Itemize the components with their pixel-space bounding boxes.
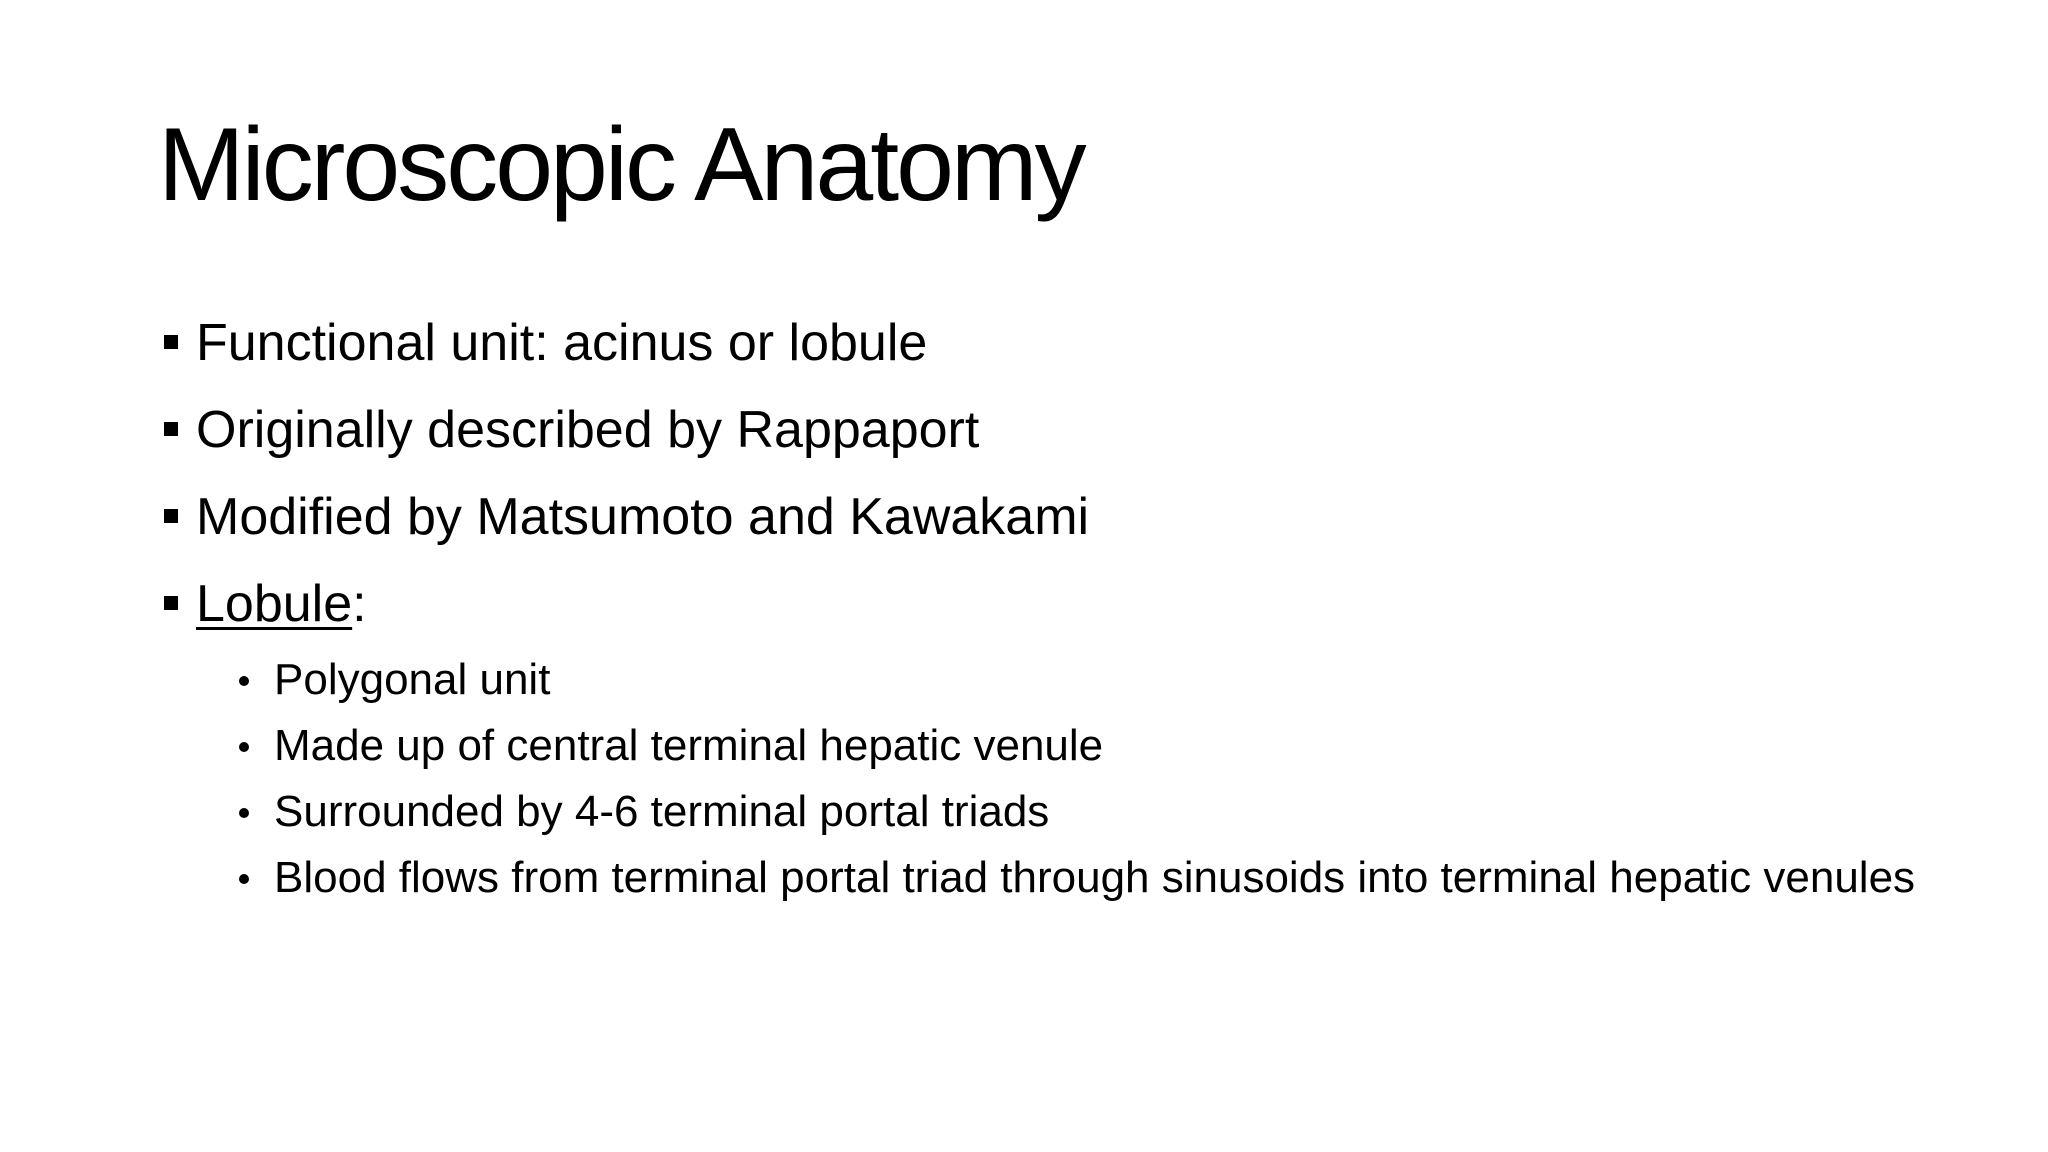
sub-bullet-item [162, 784, 1922, 840]
sub-bullet-text: Blood flows from terminal portal triad through sinusoids into terminal hepatic venules [274, 853, 1916, 902]
bullet-item [162, 312, 1922, 374]
square-bullet-icon [164, 335, 178, 349]
round-bullet-icon [239, 742, 249, 752]
bullet-item [162, 399, 1922, 461]
sub-bullet-item [162, 718, 1922, 774]
round-bullet-icon [239, 676, 249, 686]
lobule-sublist [162, 652, 1922, 906]
square-bullet-icon [164, 509, 178, 523]
bullet-item [162, 486, 1922, 548]
bullet-text: Modified by Matsumoto and Kawakami [196, 488, 1090, 546]
sub-bullet-item [162, 850, 1922, 906]
square-bullet-icon [164, 422, 178, 436]
bullet-text: Originally described by Rappaport [196, 401, 980, 459]
bullet-item-lobule [162, 573, 1922, 635]
sub-bullet-text: Made up of central terminal hepatic venule [274, 721, 1104, 770]
sub-bullet-item [162, 652, 1922, 708]
sub-bullet-text: Polygonal unit [274, 655, 551, 704]
round-bullet-icon [239, 874, 249, 884]
round-bullet-icon [239, 808, 249, 818]
sub-bullet-text: Surrounded by 4-6 terminal portal triads [274, 787, 1050, 836]
slide-content [162, 312, 1922, 916]
lobule-colon: : [352, 575, 367, 633]
square-bullet-icon [164, 596, 178, 610]
bullet-text: Functional unit: acinus or lobule [196, 314, 928, 372]
lobule-heading: Lobule [196, 575, 353, 633]
slide-title: Microscopic Anatomy [158, 107, 1084, 223]
